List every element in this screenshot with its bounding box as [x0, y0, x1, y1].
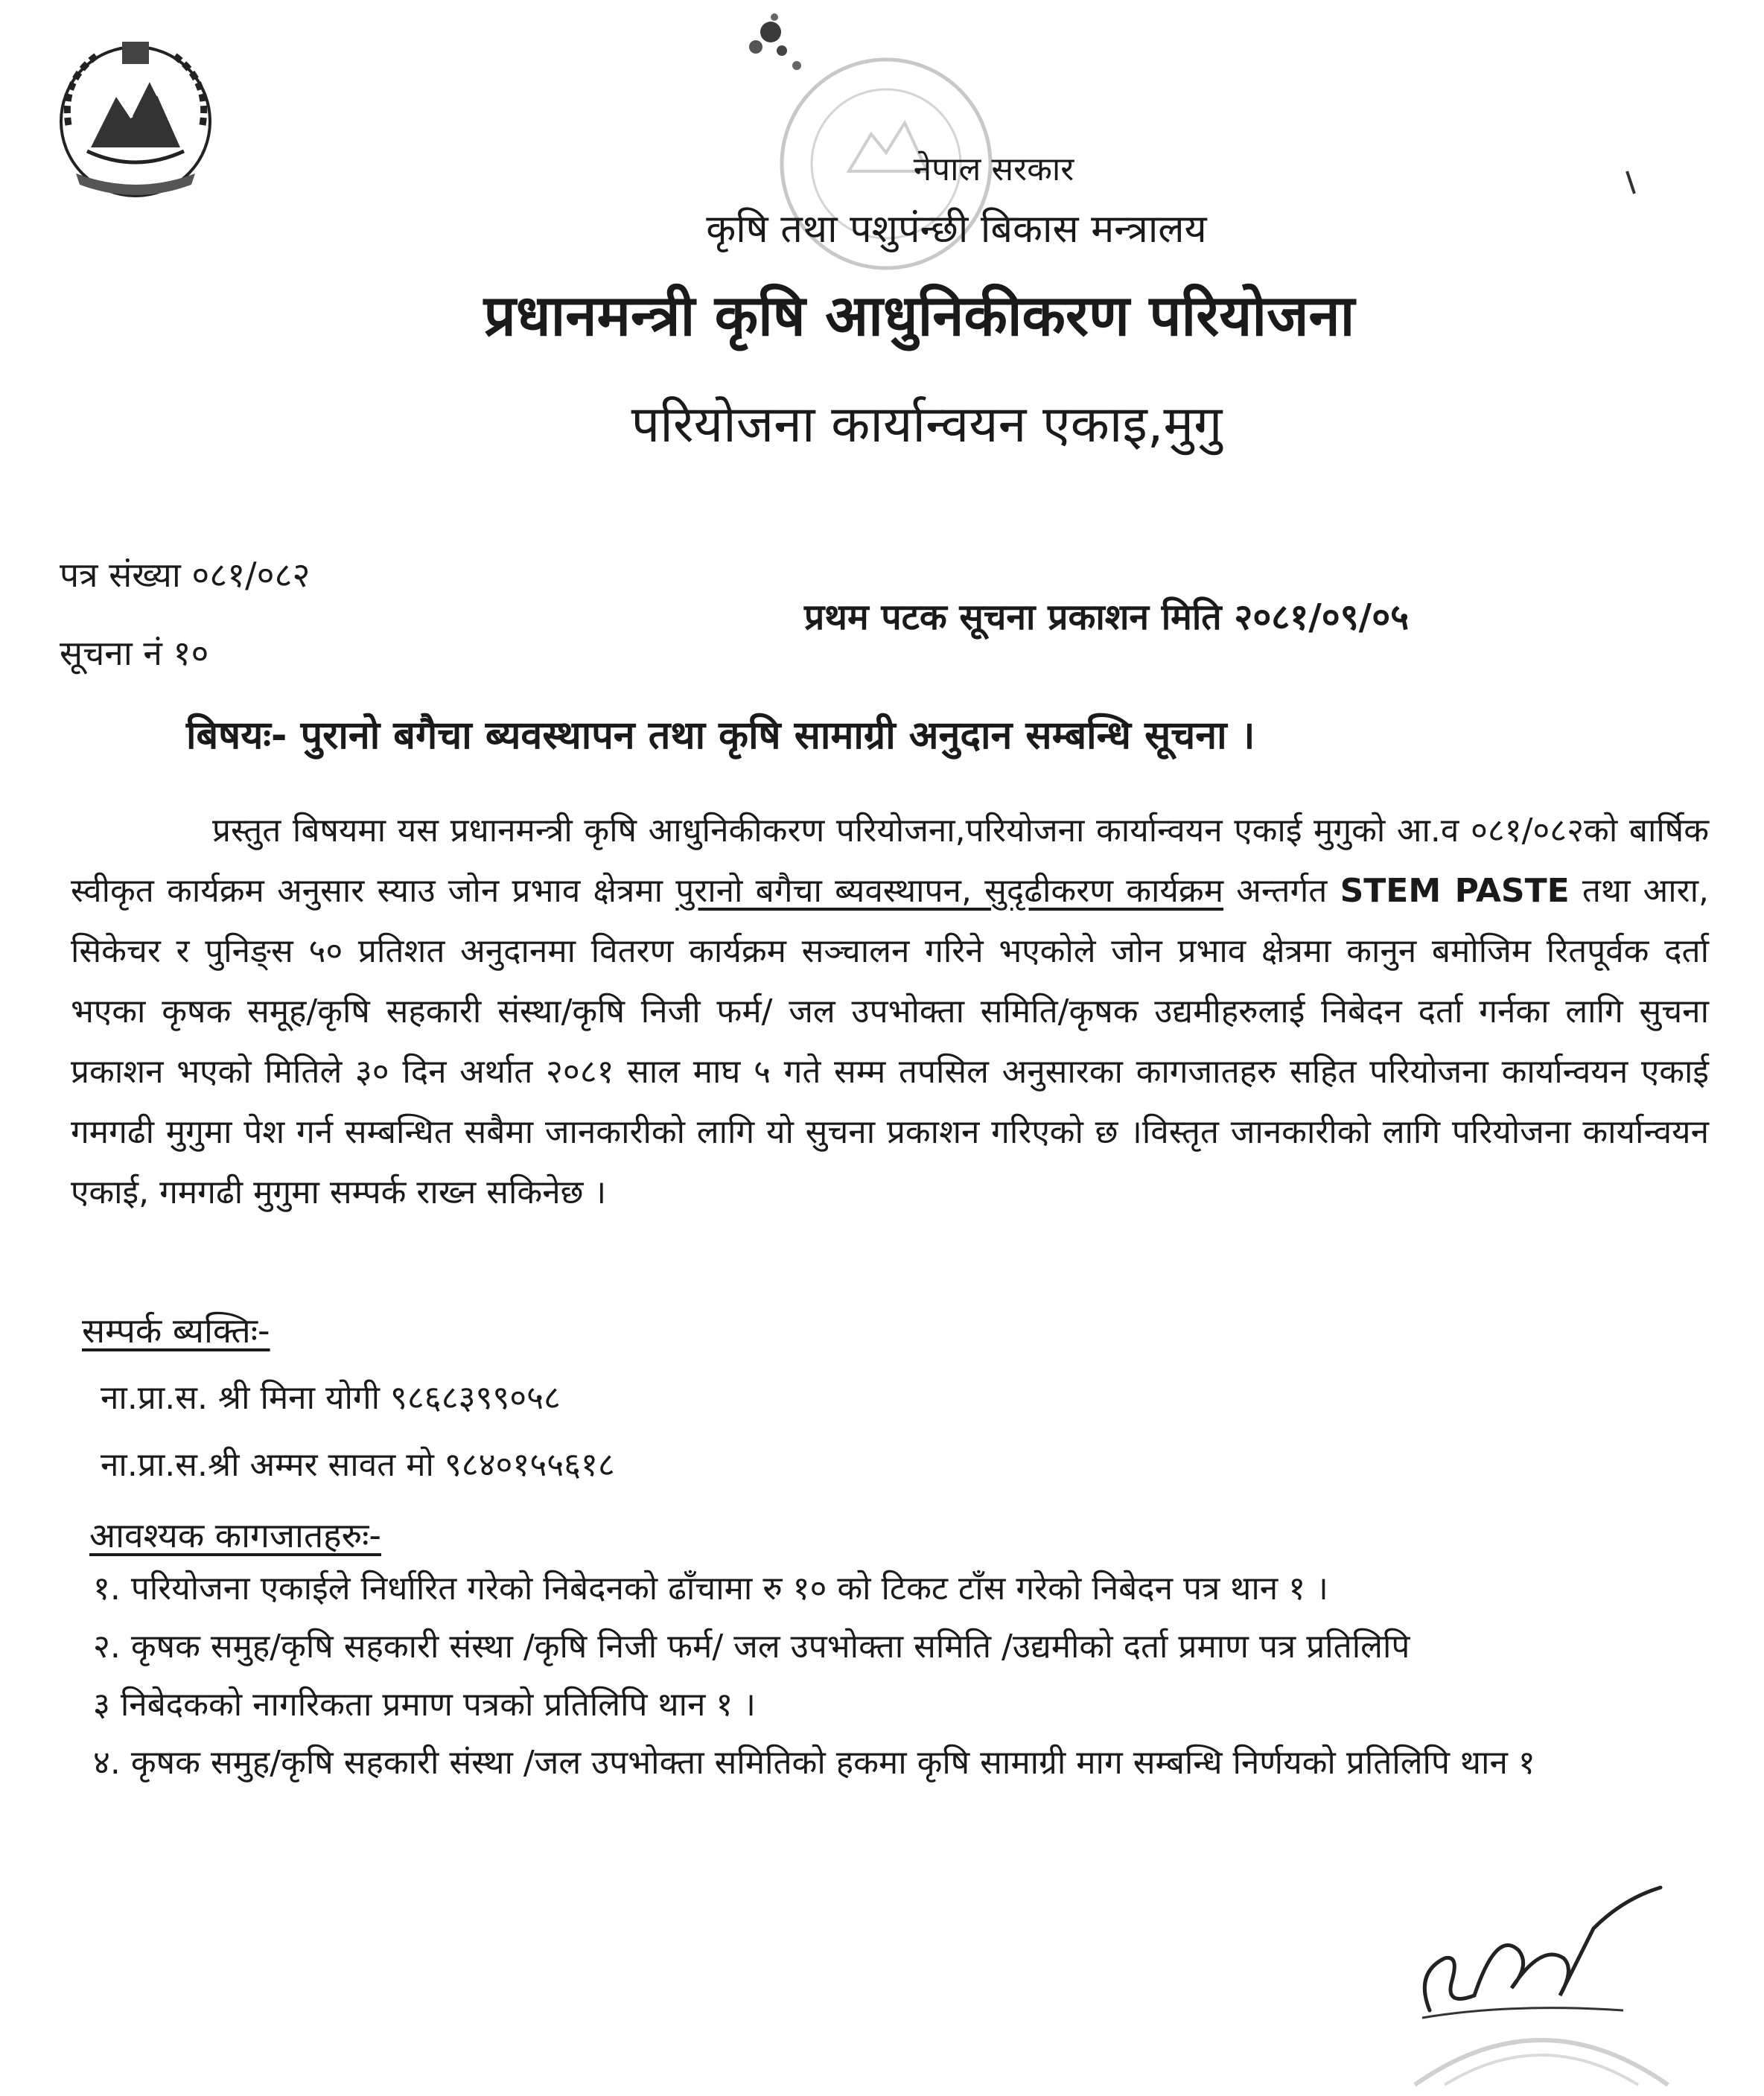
- body-part-1: प्रस्तुत बिषयमा यस प्रधानमन्त्री कृषि आधुनिकीकरण परियोजना,परियोजना कार्यान्वयन एकाई मुगुको आ.व ०८१/०८२को बार्षिक स्वीकृत कार्यक्रम अनुसार स्याउ जोन प्रभाव क्षेत्रमा: [71, 812, 1709, 910]
- body-part-2: अन्तर्गत: [1223, 872, 1340, 910]
- product-name: STEM PASTE: [1340, 872, 1570, 910]
- ink-smudge-icon: [733, 6, 823, 80]
- document-item: ४. कृषक समुह/कृषि सहकारी संस्था /जल उपभोक्ता समितिको हकमा कृषि सामाग्री माग सम्बन्धि निर्णयको प्रतिलिपि थान १: [93, 1744, 1535, 1782]
- document-item: १. परियोजना एकाईले निर्धारित गरेको निबेदनको ढाँचामा रु १० को टिकट टाँस गरेको निबेदन पत्र थान १ ।: [93, 1570, 1328, 1608]
- letter-number: पत्र संख्या ०८१/०८२: [60, 555, 311, 595]
- notice-number: सूचना नं १०: [60, 633, 209, 673]
- contacts-heading: सम्पर्क ब्यक्तिः-: [82, 1310, 270, 1351]
- office-seal-icon: [1400, 2010, 1683, 2092]
- notice-subject: बिषयः- पुरानो बगैचा ब्यवस्थापन तथा कृषि सामाग्री अनुदान सम्बन्धि सूचना ।: [186, 713, 1255, 758]
- document-item: २. कृषक समुह/कृषि सहकारी संस्था /कृषि निजी फर्म/ जल उपभोक्ता समिति /उद्यमीको दर्ता प्रमाण पत्र प्रतिलिपि: [93, 1628, 1410, 1666]
- contact-person: ना.प्रा.स. श्री मिना योगी ९८६८३९९०५८: [101, 1379, 561, 1417]
- project-name: प्रधानमन्त्री कृषि आधुनिकीकरण परियोजना: [483, 282, 1355, 348]
- government-name: नेपाल सरकार: [913, 150, 1074, 188]
- contact-person: ना.प्रा.स.श्री अम्मर सावत मो ९८४०१५५६१८: [101, 1446, 615, 1484]
- ministry-name: कृषि तथा पशुपंन्छी बिकास मन्त्रालय: [706, 207, 1207, 252]
- documents-list: [93, 1560, 1709, 1792]
- publication-date: प्रथम पटक सूचना प्रकाशन मिति २०८१/०९/०५: [804, 596, 1410, 638]
- unit-name: परियोजना कार्यान्वयन एकाइ,मुगु: [631, 395, 1223, 454]
- documents-heading: आवश्यक कागजातहरुः-: [89, 1515, 381, 1555]
- notice-body: [71, 800, 1709, 1223]
- body-part-3: तथा आरा, सिकेचर र पुनिङ्स ५० प्रतिशत अनुदानमा वितरण कार्यक्रम सञ्चालन गरिने भएकोले जोन प्रभाव क्षेत्रमा कानुन बमोजिम रितपूर्वक दर्ता भएका कृषक समूह/कृषि सहकारी संस्था/कृषि निजी फर्म/ जल उपभोक्ता समिति/कृषक उद्यमीहरुलाई निबेदन दर्ता गर्नका लागि सुचना प्रकाशन भएको मितिले ३० दिन अर्थात २०८१ साल माघ ५ गते सम्म तपसिल अनुसारका कागजातहरु सहित परियोजना कार्यान्वयन एकाई गमगढी मुगुमा पेश गर्न सम्बन्धित सबैमा जानकारीको लागि यो सुचना प्रकाशन गरिएको छ ।विस्तृत जानकारीको लागि परियोजना कार्यान्वयन एकाई, गमगढी मुगुमा सम्पर्क राख्न सकिनेछ ।: [71, 872, 1710, 1211]
- document-item: ३ निबेदकको नागरिकता प्रमाण पत्रको प्रतिलिपि थान १ ।: [93, 1686, 756, 1724]
- program-name: पुरानो बगैचा ब्यवस्थापन, सुदृढीकरण कार्यक्रम: [675, 872, 1224, 910]
